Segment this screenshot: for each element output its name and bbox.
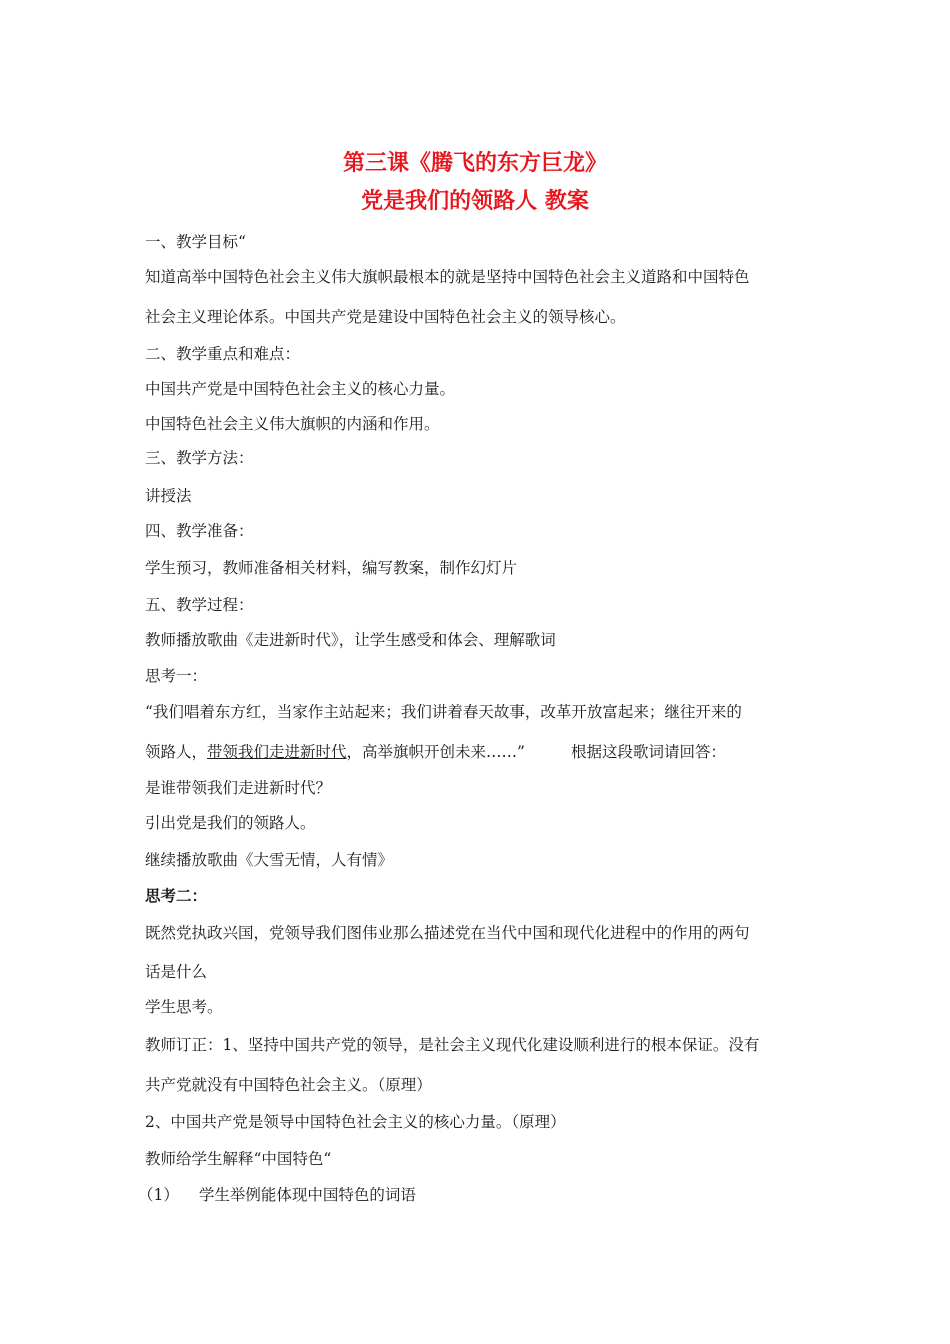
paragraph-line: 2、中国共产党是领导中国特色社会主义的核心力量。（原理）	[145, 1113, 566, 1131]
underlined-lyrics: 带领我们走进新时代	[207, 743, 347, 761]
document-title: 第三课《腾飞的东方巨龙》	[342, 150, 607, 176]
section-heading-objectives: 一、教学目标“	[145, 233, 246, 251]
paragraph-line: 话是什么	[145, 963, 208, 981]
paragraph-line: 教师播放歌曲《走进新时代》，让学生感受和体会、理解歌词	[145, 631, 556, 649]
lyrics-text: ，高举旗帜开创未来……”	[346, 743, 525, 761]
section-heading-methods: 三、教学方法：	[145, 449, 254, 467]
paragraph-line: 继续播放歌曲《大雪无情，人有情》	[145, 851, 394, 869]
paragraph-line: 中国共产党是中国特色社会主义的核心力量。	[145, 380, 456, 398]
document-subtitle: 党是我们的领路人 教案	[361, 188, 589, 214]
numbered-item	[138, 1184, 818, 1206]
question-prompt: 根据这段歌词请回答：	[570, 743, 726, 761]
section-heading-preparation: 四、教学准备：	[145, 522, 254, 540]
paragraph-line: 中国特色社会主义伟大旗帜的内涵和作用。	[145, 415, 440, 433]
question-heading-1: 思考一：	[145, 667, 208, 685]
paragraph-line: 社会主义理论体系。中国共产党是建设中国特色社会主义的领导核心。	[145, 308, 626, 326]
paragraph-line: 既然党执政兴国，党领导我们图伟业那么描述党在当代中国和现代化进程中的作用的两句	[145, 924, 750, 942]
paragraph-line: 学生预习，教师准备相关材料，编写教案，制作幻灯片	[145, 559, 518, 577]
question-heading-2: 思考二：	[145, 886, 208, 905]
paragraph-line: 学生思考。	[145, 998, 223, 1016]
paragraph-line: 引出党是我们的领路人。	[145, 814, 316, 832]
lyrics-quote-line	[145, 741, 825, 763]
paragraph-line: 教师给学生解释“中国特色“	[145, 1150, 332, 1168]
paragraph-line: 讲授法	[145, 487, 192, 505]
paragraph-line: 教师订正：1、坚持中国共产党的领导，是社会主义现代化建设顺利进行的根本保证。没有	[145, 1036, 760, 1054]
lyrics-text: 领路人，	[145, 743, 208, 761]
section-heading-key-points: 二、教学重点和难点：	[145, 345, 301, 363]
lyrics-quote-line: “我们唱着东方红，当家作主站起来；我们讲着春天故事，改革开放富起来；继往开来的	[145, 703, 742, 721]
item-number: （1）	[138, 1186, 179, 1204]
paragraph-line: 知道高举中国特色社会主义伟大旗帜最根本的就是坚持中国特色社会主义道路和中国特色	[145, 268, 750, 286]
paragraph-line: 共产党就没有中国特色社会主义。（原理）	[145, 1076, 432, 1094]
item-text: 学生举例能体现中国特色的词语	[198, 1186, 416, 1204]
section-heading-process: 五、教学过程：	[145, 596, 254, 614]
paragraph-line: 是谁带领我们走进新时代？	[145, 779, 332, 797]
